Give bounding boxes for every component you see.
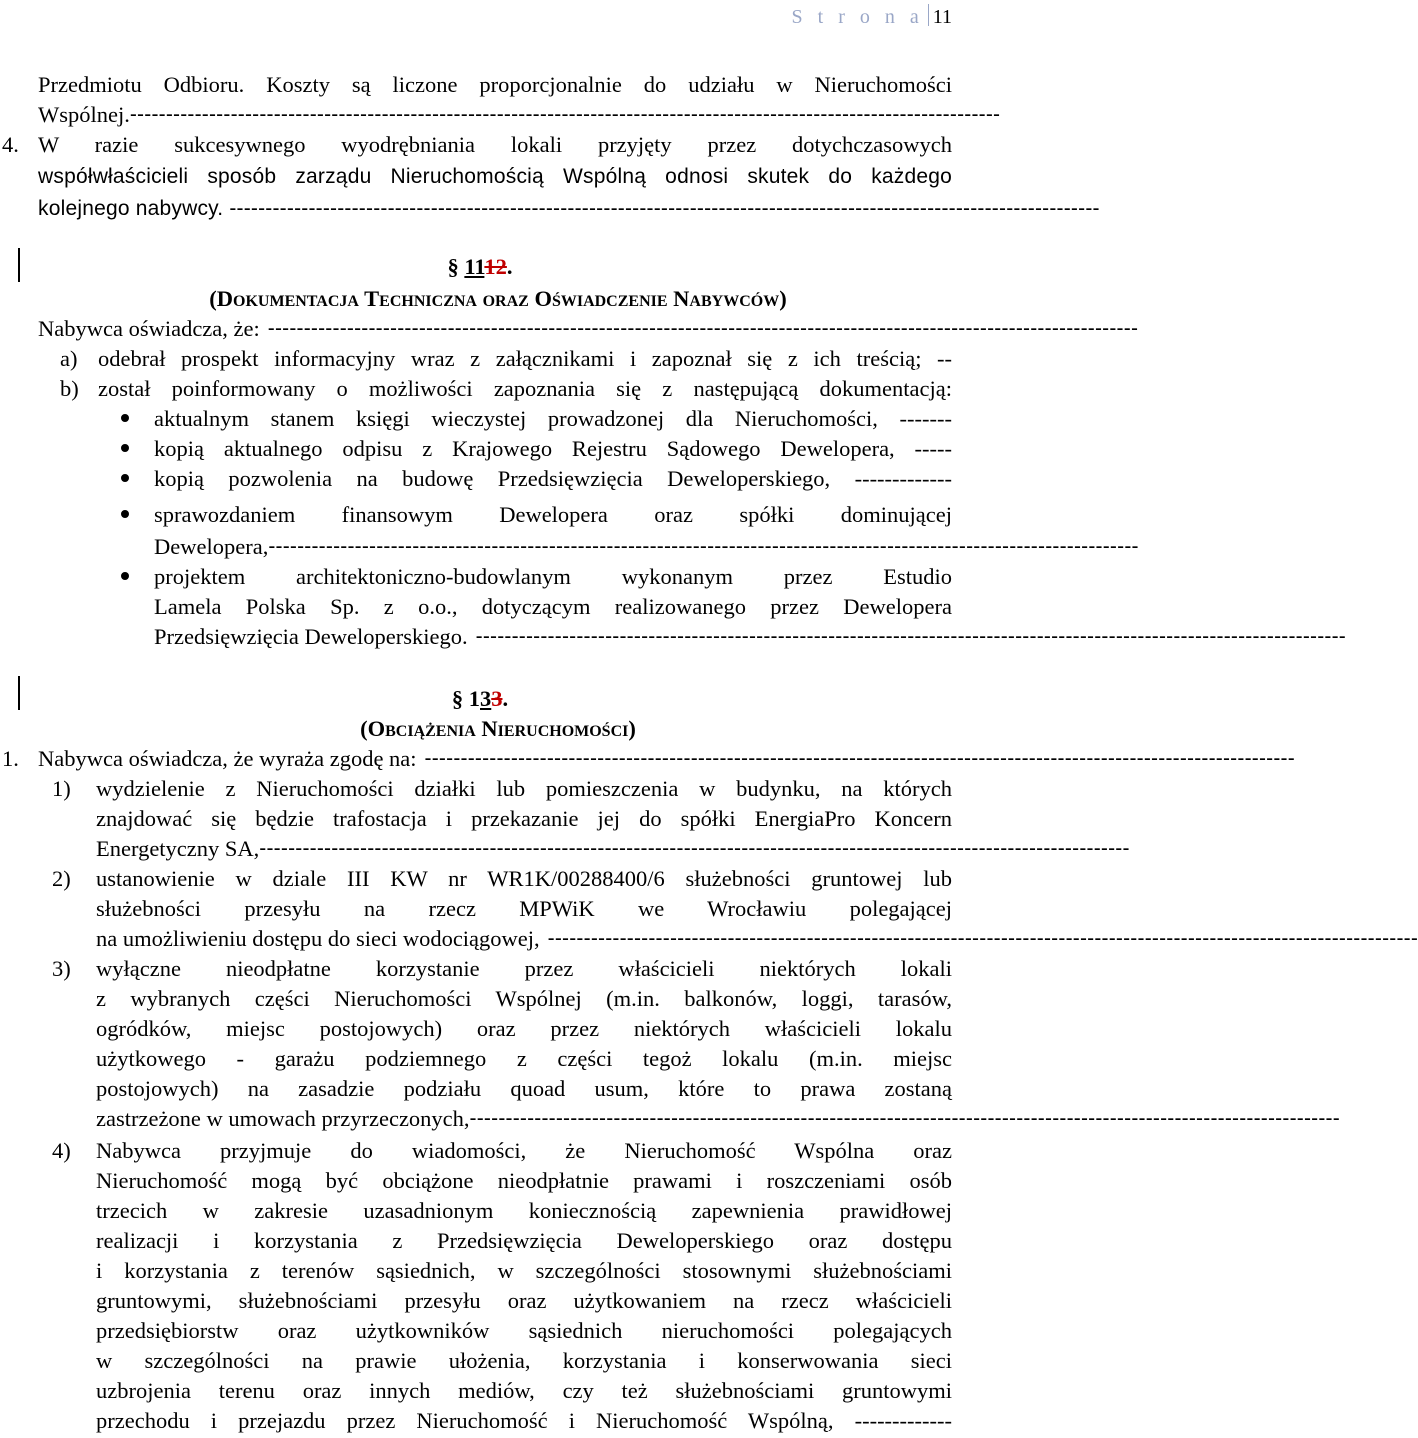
list-item-text	[96, 1226, 952, 1256]
section-number-inserted: 11	[464, 254, 485, 279]
list-item-text	[96, 954, 952, 984]
text: i korzystania z terenów sąsiednich, w szczególności stosownymi służebnościami	[96, 1258, 952, 1283]
bullet-icon	[121, 572, 129, 580]
text: zastrzeżone w umowach przyrzeczonych,	[96, 1106, 470, 1131]
text: sprawozdaniem finansowym Dewelopera oraz spółki dominującej	[154, 502, 952, 527]
list-item-text	[96, 834, 1130, 864]
section-heading	[0, 252, 960, 282]
paragraph-line	[38, 130, 952, 160]
list-item-text	[96, 1376, 952, 1406]
text: znajdować się będzie trafostacja i przekazanie jej do spółki EnergiaPro Koncern	[96, 806, 952, 831]
list-item-text	[96, 1286, 952, 1316]
header-separator	[928, 4, 929, 26]
text: Przedsięwzięcia Deweloperskiego.	[154, 624, 468, 649]
bullet-text	[154, 404, 952, 434]
text: trzecich w zakresie uzasadnionym koniecznością zapewnienia prawidłowej	[96, 1198, 952, 1223]
bullet-icon	[121, 474, 129, 482]
text: w szczególności na prawie ułożenia, korzystania i konserwowania sieci	[96, 1348, 952, 1373]
text: służebności przesyłu na rzecz MPWiK we Wrocławiu polegającej	[96, 896, 952, 921]
text: projektem architektoniczno-budowlanym wykonanym przez Estudio	[154, 564, 952, 589]
dash-filler: -------------------------------------------------------------------------------------------------------------------------	[229, 197, 1100, 220]
bullet-text	[154, 500, 952, 530]
list-label: 2)	[52, 866, 71, 891]
section-number-deleted: 12	[484, 254, 507, 279]
paragraph-line	[38, 194, 1100, 224]
text: Nieruchomość mogą być obciążone nieodpłatnie prawami i roszczeniami osób	[96, 1168, 952, 1193]
text: został poinformowany o możliwości zapoznania się z następującą dokumentacją:	[98, 376, 952, 401]
list-item-text	[96, 1346, 952, 1376]
page-label: S t r o n a	[791, 6, 924, 28]
bullet-icon	[121, 444, 129, 452]
paragraph-line	[38, 162, 952, 192]
page-number: 11	[932, 6, 952, 28]
list-item-text	[96, 1316, 952, 1346]
list-item-text	[96, 1166, 952, 1196]
text: Nabywca oświadcza, że:	[38, 316, 260, 341]
bullet-text	[154, 532, 1139, 562]
list-item-text	[98, 344, 952, 374]
dash-filler: -------------------------------------------------------------------------------------------------------------------------	[475, 625, 1346, 648]
text: kopią pozwolenia na budowę Przedsięwzięcia Deweloperskiego, -------------	[154, 466, 952, 491]
text: gruntowymi, służebnościami przesyłu oraz użytkowaniem na rzecz właścicieli	[96, 1288, 952, 1313]
text: aktualnym stanem księgi wieczystej prowadzonej dla Nieruchomości, -------	[154, 406, 952, 431]
text: wyłączne nieodpłatne korzystanie przez właścicieli niektórych lokali	[96, 956, 952, 981]
list-item-text	[96, 1256, 952, 1286]
text: Wspólnej.	[38, 102, 130, 127]
section-dot: .	[502, 686, 509, 711]
bullet-icon	[121, 510, 129, 518]
list-item-text	[98, 374, 952, 404]
page-number-header	[792, 4, 952, 29]
list-item-text	[96, 774, 952, 804]
section-sign: §	[447, 254, 459, 279]
text: ogródków, miejsc postojowych) oraz przez niektórych właścicieli lokalu	[96, 1016, 952, 1041]
list-label: 3)	[52, 956, 71, 981]
list-item-text	[96, 1196, 952, 1226]
bullet-text	[154, 434, 952, 464]
paragraph-line	[38, 70, 952, 100]
section-number-prefix: 1	[468, 686, 480, 711]
dash-filler: -------------------------------------------------------------------------------------------------------------------------	[129, 103, 1001, 126]
text: Energetyczny SA,	[96, 836, 260, 861]
section-dot: .	[506, 254, 513, 279]
text: Nabywca przyjmuje do wiadomości, że Nieruchomość Wspólna oraz	[96, 1138, 952, 1163]
paragraph-line	[38, 100, 1001, 130]
point-number: 4.	[2, 132, 19, 157]
text: W razie sukcesywnego wyodrębniania lokali przyjęty przez dotychczasowych	[38, 132, 952, 157]
bullet-text	[154, 562, 952, 592]
text: uzbrojenia terenu oraz innych mediów, czy też służebnościami gruntowymi	[96, 1378, 952, 1403]
text: przechodu i przejazdu przez Nieruchomość i Nieruchomość Wspólną, -------------	[96, 1408, 952, 1433]
text: użytkowego - garażu podziemnego z części tegoż lokalu (m.in. miejsc	[96, 1046, 952, 1071]
list-item-text	[96, 804, 952, 834]
text: współwłaścicieli sposób zarządu Nieruchomością Wspólną odnosi skutek do każdego	[38, 165, 952, 188]
section-title: (Dokumentacja Techniczna oraz Oświadczenie Nabywców)	[209, 286, 787, 311]
text: postojowych) na zasadzie podziału quoad usum, które to prawa zostaną	[96, 1076, 952, 1101]
list-label: a)	[60, 346, 78, 371]
text: z wybranych części Nieruchomości Wspólnej (m.in. balkonów, loggi, tarasów,	[96, 986, 952, 1011]
paragraph-line	[38, 744, 1295, 774]
text: Przedmiotu Odbioru. Koszty są liczone proporcjonalnie do udziału w Nieruchomości	[38, 72, 952, 97]
bullet-text	[154, 622, 1346, 652]
list-label: b)	[60, 376, 79, 401]
dash-filler: -------------------------------------------------------------------------------------------------------------------------	[424, 747, 1295, 770]
text: kolejnego nabywcy.	[38, 197, 224, 220]
list-item-text	[96, 1044, 952, 1074]
dash-filler: -------------------------------------------------------------------------------------------------------------------------	[259, 837, 1130, 860]
dash-filler: -------------------------------------------------------------------------------------------------------------------------	[268, 535, 1139, 558]
point-number: 1.	[2, 746, 19, 771]
section-number-inserted: 3	[480, 686, 492, 711]
text: wydzielenie z Nieruchomości działki lub pomieszczenia w budynku, na których	[96, 776, 952, 801]
bullet-icon	[121, 414, 129, 422]
list-item-text	[96, 1406, 952, 1436]
dash-filler: -------------------------------------------------------------------------------------------------------------------------	[469, 1107, 1340, 1130]
text: Dewelopera,	[154, 534, 269, 559]
text: na umożliwieniu dostępu do sieci wodociągowej,	[96, 926, 540, 951]
text: realizacji i korzystania z Przedsięwzięcia Deweloperskiego oraz dostępu	[96, 1228, 952, 1253]
section-number-deleted: 3	[491, 686, 503, 711]
bullet-text	[154, 592, 952, 622]
dash-filler: -------------------------------------------------------------------------------------------------------------------------	[267, 317, 1139, 340]
text: Nabywca oświadcza, że wyraża zgodę na:	[38, 746, 417, 771]
text: odebrał prospekt informacyjny wraz z załącznikami i zapoznał się z ich treścią; --	[98, 346, 952, 371]
list-label: 1)	[52, 776, 71, 801]
list-item-text	[96, 924, 1418, 954]
text: przedsiębiorstw oraz użytkowników sąsiednich nieruchomości polegających	[96, 1318, 952, 1343]
list-label: 4)	[52, 1138, 71, 1163]
text: kopią aktualnego odpisu z Krajowego Rejestru Sądowego Dewelopera, -----	[154, 436, 952, 461]
section-title: (Obciążenia Nieruchomości)	[360, 716, 636, 741]
list-item-text	[96, 1074, 952, 1104]
bullet-text	[154, 464, 952, 494]
text: Lamela Polska Sp. z o.o., dotyczącym realizowanego przez Dewelopera	[154, 594, 952, 619]
list-item-text	[96, 864, 952, 894]
list-item-text	[96, 1104, 1340, 1134]
section-sign: §	[451, 686, 464, 711]
list-item-text	[96, 894, 952, 924]
text: ustanowienie w dziale III KW nr WR1K/00288400/6 służebności gruntowej lub	[96, 866, 952, 891]
list-item-text	[96, 1136, 952, 1166]
dash-filler: -------------------------------------------------------------------------------------------------------------------------	[547, 927, 1418, 950]
section-heading	[0, 684, 960, 714]
list-item-text	[96, 1014, 952, 1044]
paragraph-line	[38, 314, 1139, 344]
list-item-text	[96, 984, 952, 1014]
